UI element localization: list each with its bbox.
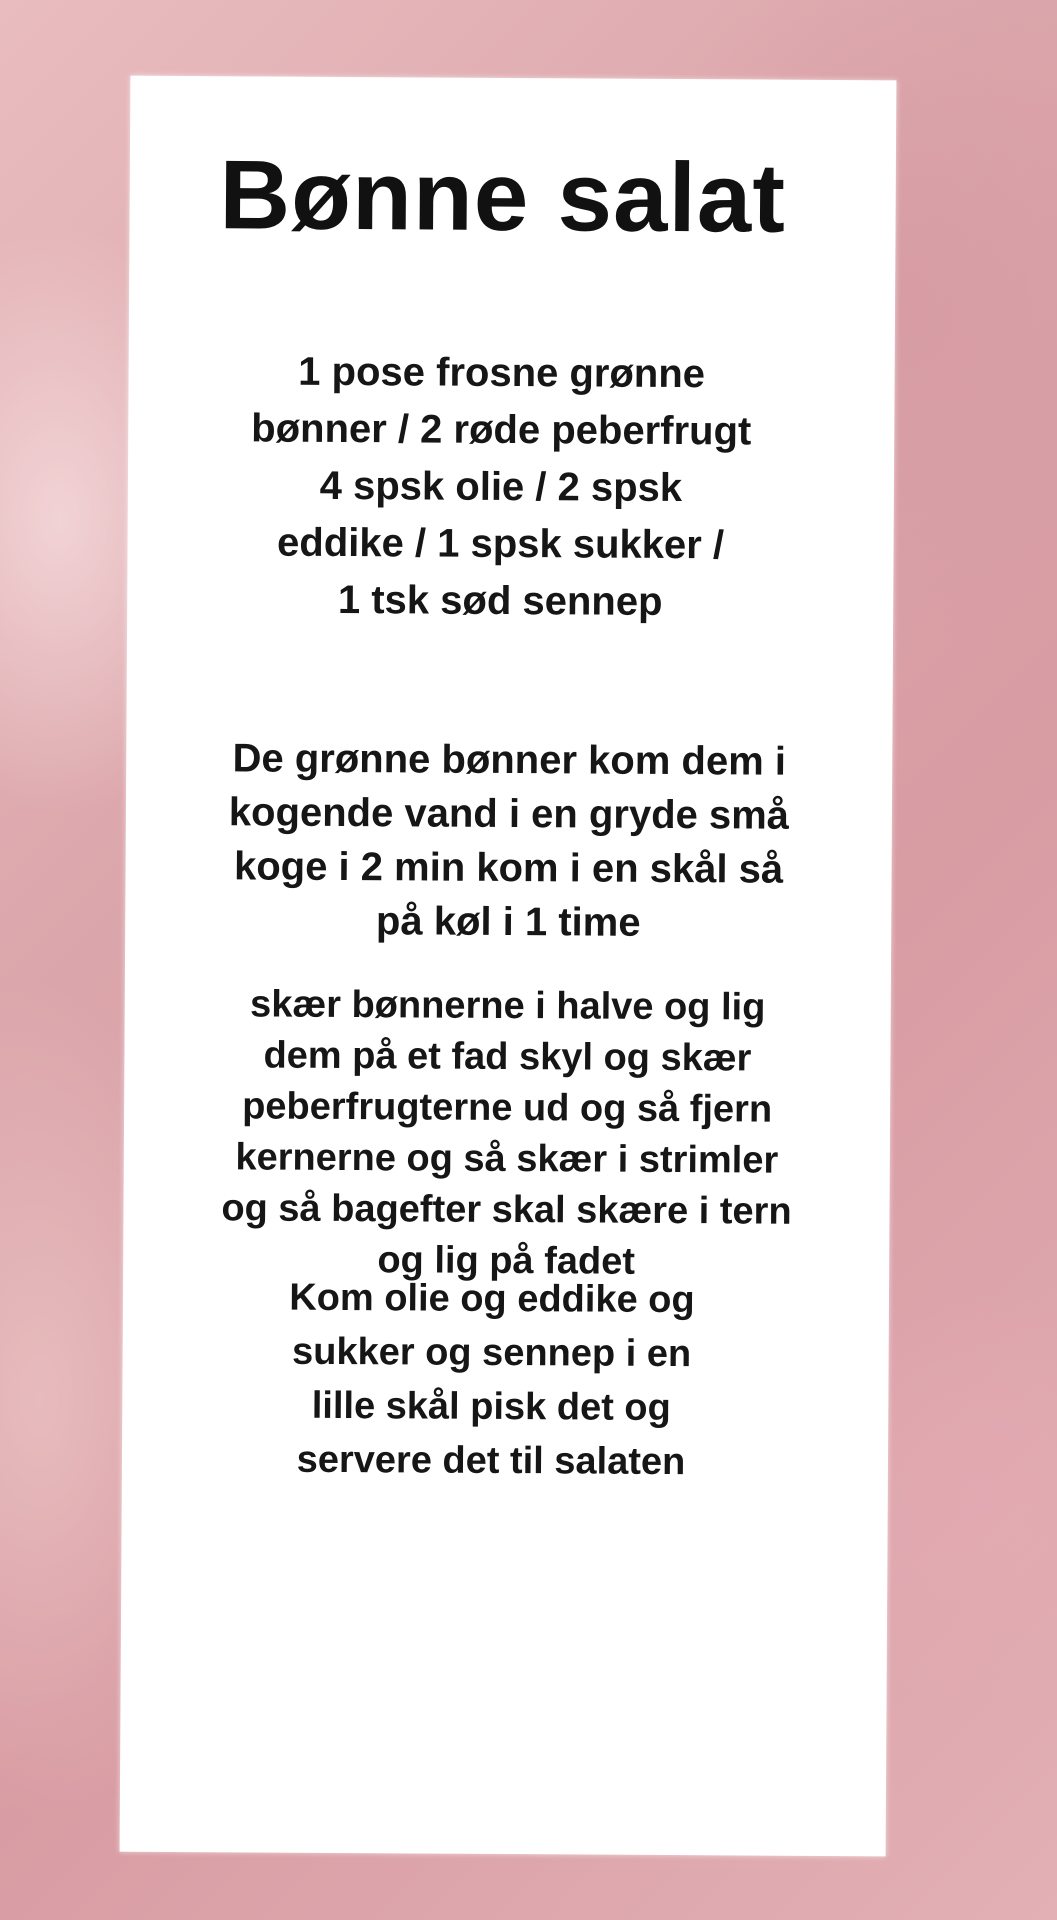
ingredients-line: eddike / 1 spsk sukker / [276,520,725,568]
step-1-text [125,731,892,952]
step-2-line: peberfrugterne ud og så fjern [242,1085,773,1131]
step-3-line: servere det til salaten [296,1438,686,1484]
step-3-line: sukker og sennep i en [291,1330,692,1376]
step-1-line: koge i 2 min kom i en skål så [233,844,784,892]
step-2-line: dem på et fad skyl og skær [263,1034,752,1080]
ingredients-line: 4 spsk olie / 2 spsk [319,463,683,511]
step-3-text [122,1270,889,1491]
step-2-line: og så bagefter skal skære i tern [221,1187,792,1233]
step-2-line: kernerne og så skær i strimler [235,1136,779,1182]
recipe-card [120,76,897,1857]
step-1-line: De grønne bønner kom dem i [232,736,787,784]
step-3-line: lille skål pisk det og [311,1384,671,1430]
recipe-title: Bønne salat [219,139,787,253]
step-2-line: og lig på fadet [377,1239,636,1283]
step-1-line: på køl i 1 time [375,899,641,945]
ingredients-line: 1 pose frosne grønne [298,349,706,397]
ingredients-text [127,343,895,633]
ingredients-line: bønner / 2 røde peberfrugt [251,406,752,454]
step-1-line: kogende vand i en gryde små [228,790,790,838]
step-2-text [123,979,891,1290]
step-3-line: Kom olie og eddike og [289,1276,695,1322]
ingredients-line: 1 tsk sød sennep [337,577,663,624]
step-2-line: skær bønnerne i halve og lig [250,983,766,1029]
